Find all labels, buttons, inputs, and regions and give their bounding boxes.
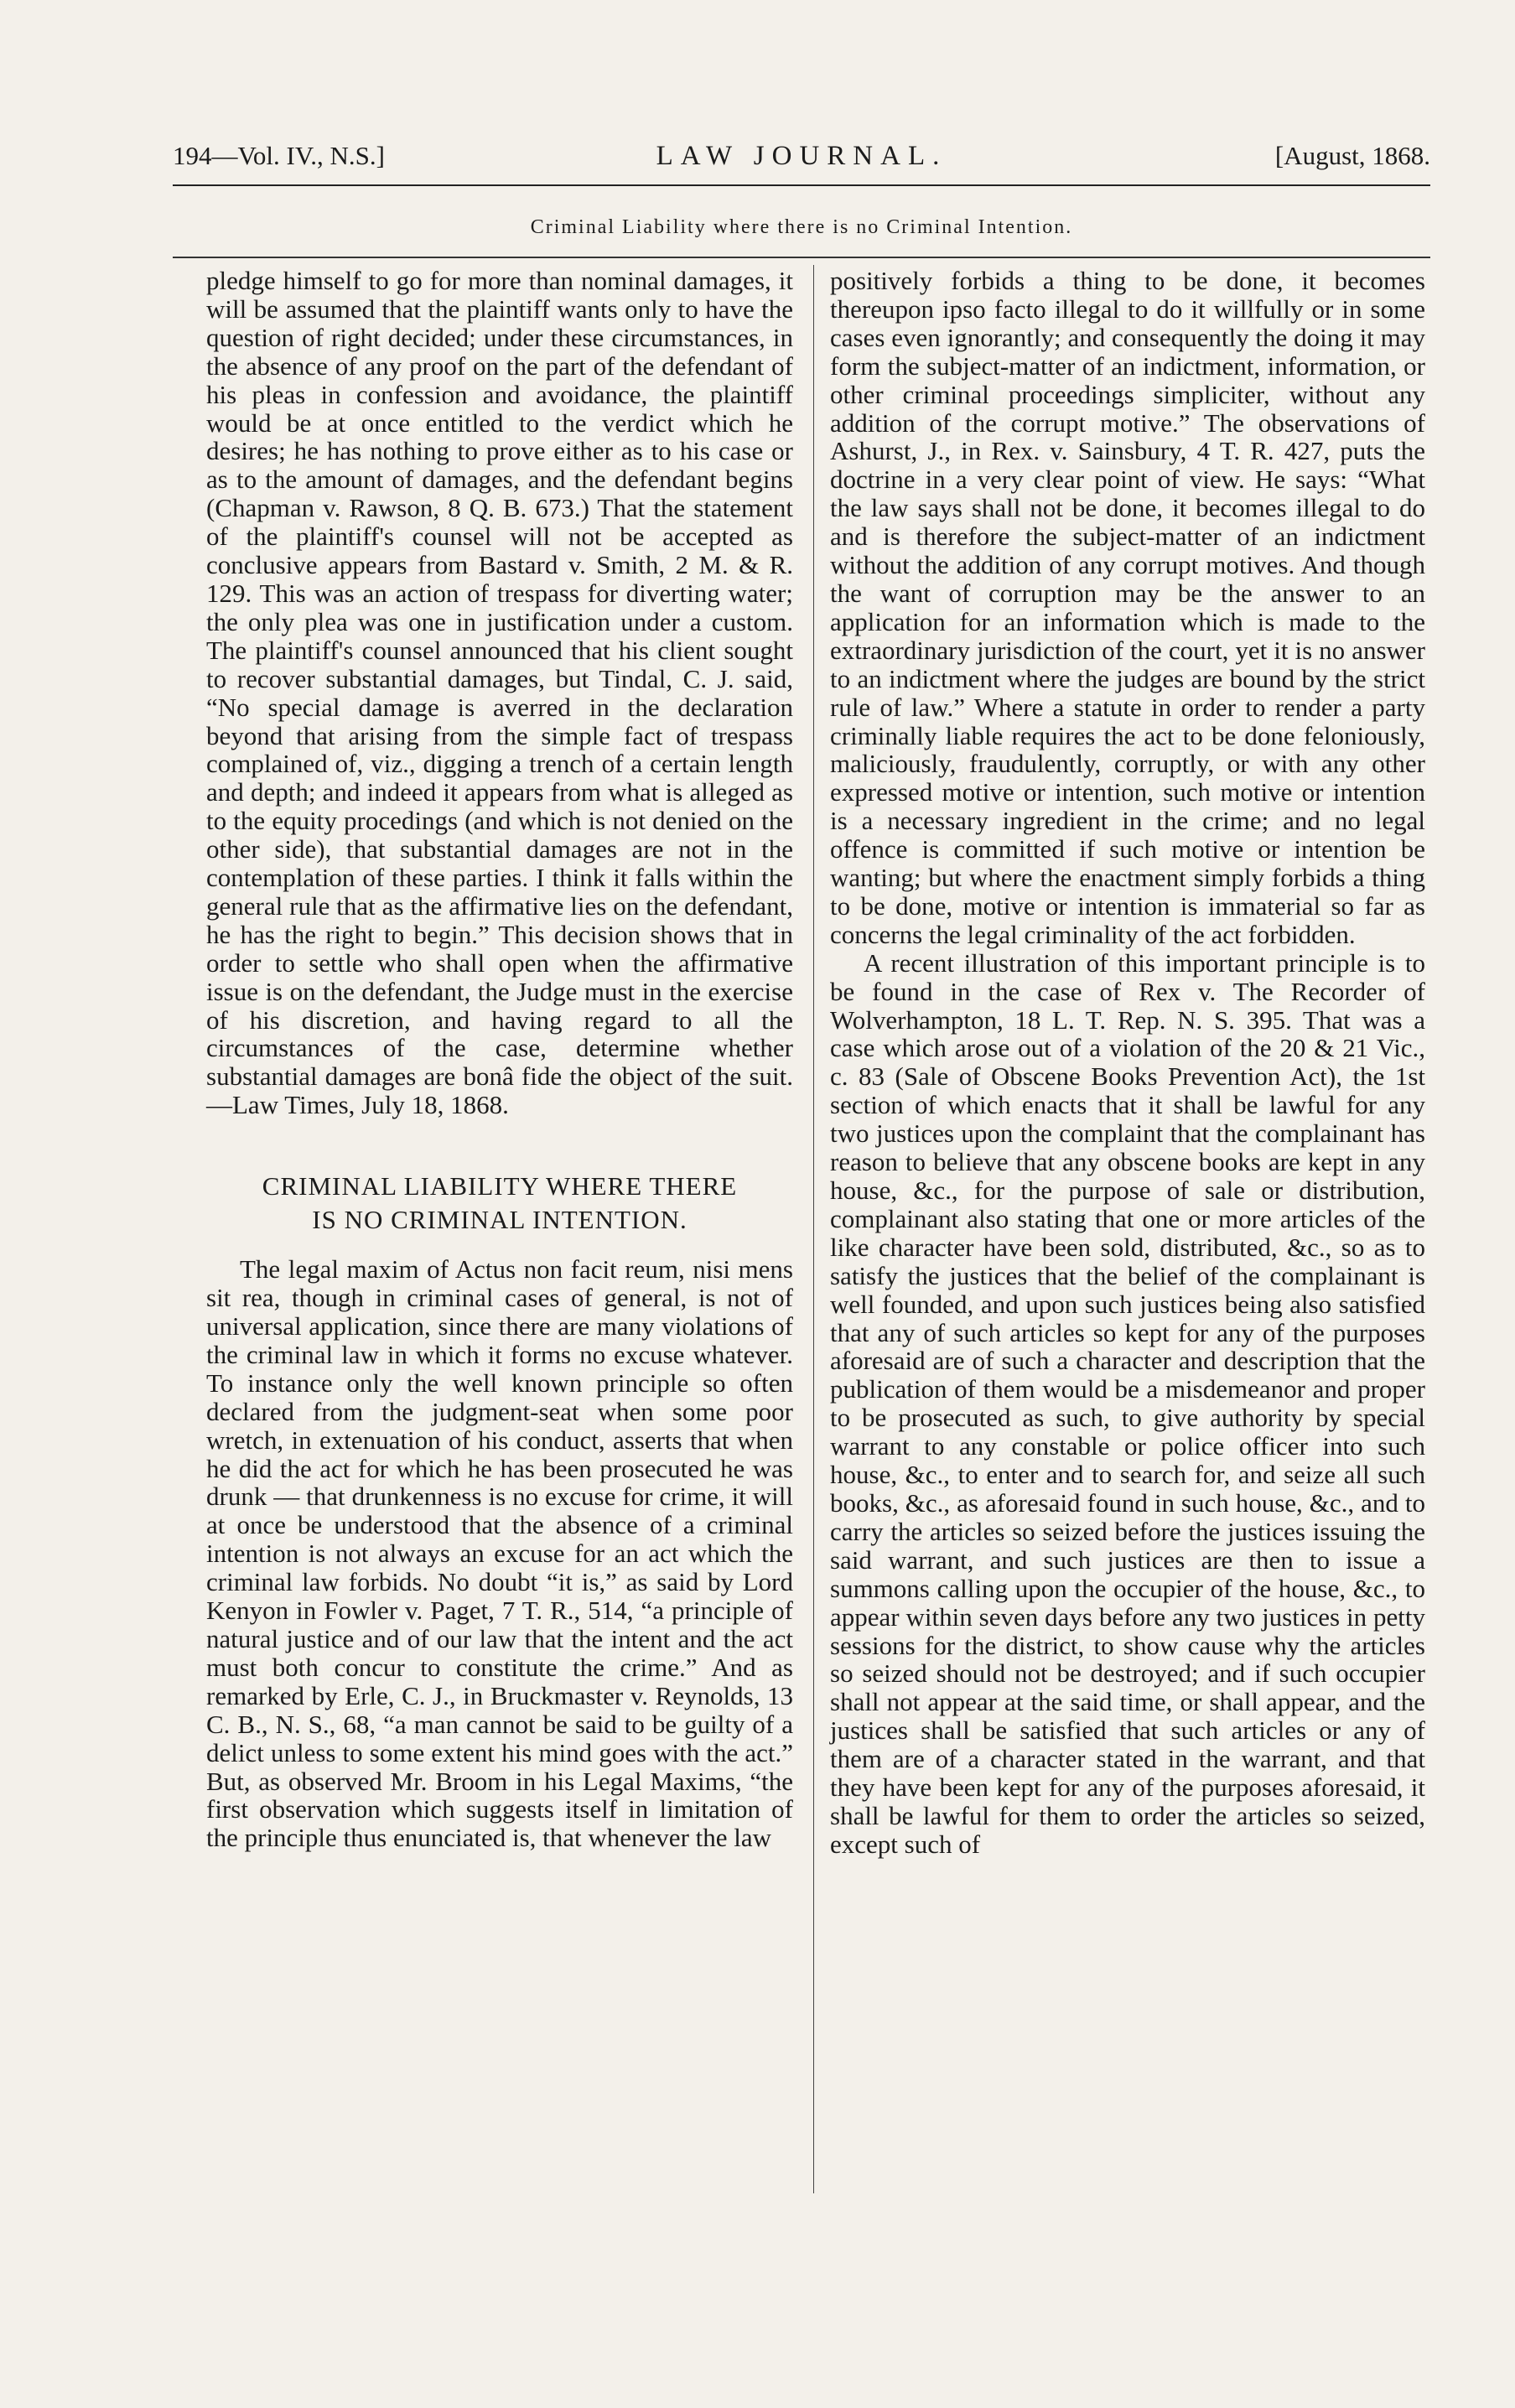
issue-date: [August, 1868. [1274, 141, 1430, 170]
section-running-title: Criminal Liability where there is no Criminal Intention. [530, 216, 1073, 238]
article-title-line-2: IS NO CRIMINAL INTENTION. [312, 1205, 687, 1235]
article-title [206, 1170, 793, 1237]
section-rule [173, 257, 1430, 258]
article-title-line-1: CRIMINAL LIABILITY WHERE THERE [262, 1171, 738, 1201]
header-rule [173, 184, 1430, 186]
article-paragraph-1: The legal maxim of Actus non facit reum, nisi mens sit rea, though in criminal cases of general, is not of universal application, since there are many violations of the criminal law in which it forms no excuse whatever. To instance only the well known principle so often declared from the judgment-seat when some poor wretch, in extenuation of his conduct, asserts that when he did the act for which he has been prosecuted he was drunk — that drunkenness is no excuse for crime, it will at once be understood that the absence of a criminal intention is not always an excuse for an act which the criminal law forbids. No doubt “it is,” as said by Lord Kenyon in Fowler v. Paget, 7 T. R., 514, “a principle of natural justice and of our law that the intent and the act must both concur to constitute the crime.” And as remarked by Erle, C. J., in Bruckmaster v. Reynolds, 13 C. B., N. S., 68, “a man cannot be said to be guilty of a delict unless to some extent his mind goes with the act.” But, as observed Mr. Broom in his Legal Maxims, “the first observation which suggests itself in limitation of the principle thus enunciated is, that whenever the law [206, 1254, 793, 1853]
page-volume-label: 194—Vol. IV., N.S.] [173, 141, 385, 170]
journal-title: LAW JOURNAL. [656, 141, 947, 171]
article-paragraph-3: A recent illustration of this important principle is to be found in the case of Rex v. The Recorder of Wolverhampton, 18 L. T. Rep. N. S. 395. That was a case which arose out of a violation of the 20 & 21 Vic., c. 83 (Sale of Obscene Books Prevention Act), the 1st section of which enacts that it shall be lawful for any two justices upon the complaint that the complainant has reason to believe that any obscene books are kept in any house, &c., for the purpose of sale or distribution, complainant also stating that one or more articles of the like character have been sold, distributed, &c., so as to satisfy the justices that the belief of the complainant is well founded, and upon such justices being also satisfied that any of such articles so kept for any of the purposes aforesaid are of such a character and description that the publication of them would be a misdemeanor and proper to be prosecuted as such, to give authority by special warrant to any constable or police officer into such house, &c., to enter and to search for, and seize all such books, &c., as aforesaid found in such house, &c., and to carry the articles so seized before the justices issuing the said warrant, and such justices are then to issue a summons calling upon the occupier of the house, &c., to appear within seven days before any two justices in petty sessions for the district, to show cause why the articles so seized should not be destroyed; and if such occupier shall not appear at the said time, or shall appear, and the justices shall be satisfied that such articles or any of them are of a character stated in the warrant, and that they have been kept for any of the purposes aforesaid, it shall be lawful for them to order the articles so seized, except such of [830, 947, 1425, 1859]
running-head [173, 141, 1430, 178]
continued-paragraph: pledge himself to go for more than nominal damages, it will be assumed that the plaintiff wants only to have the question of right decided; under these circumstances, in the absence of any proof on the part of the defendant of his pleas in confession and avoidance, the plaintiff would be at once entitled to the verdict which he desires; he has nothing to prove either as to his case or as to the amount of damages, and the defendant begins (Chapman v. Rawson, 8 Q. B. 673.) That the statement of the plaintiff's counsel will not be accepted as conclusive appears from Bastard v. Smith, 2 M. & R. 129. This was an action of trespass for diverting water; the only plea was one in justification under a custom. The plaintiff's counsel announced that his client sought to recover substantial damages, but Tindal, C. J. said, “No special damage is averred in the declaration beyond that arising from the simple fact of trespass complained of, viz., digging a trench of a certain length and depth; and indeed it appears from what is alleged as to the equity procedings (and which is not denied on the other side), that substantial damages are not in the contemplation of these parties. I think it falls within the general rule that as the affirmative lies on the defendant, he has the right to begin.” This decision shows that in order to settle who shall open when the affirmative issue is on the defendant, the Judge must in the exercise of his discretion, and having regard to all the circumstances of the case, determine whether substantial damages are bonâ fide the object of the suit.—Law Times, July 18, 1868. [206, 266, 793, 1120]
left-column [206, 267, 793, 1852]
article-paragraph-2: positively forbids a thing to be done, it becomes thereupon ipso facto illegal to do it willfully or in some cases even ignorantly; and consequently the doing it may form the subject-matter of an indictment, information, or other criminal proceedings simpliciter, without any addition of the corrupt motive.” The observations of Ashurst, J., in Rex. v. Sainsbury, 4 T. R. 427, puts the doctrine in a very clear point of view. He says: “What the law says shall not be done, it becomes illegal to do and is therefore the subject-matter of an indictment without the addition of any corrupt motives. And though the want of corruption may be the answer to an application for an information which is made to the extraordinary jurisdiction of the court, yet it is no answer to an indictment where the judges are bound by the strict rule of law.” Where a statute in order to render a party criminally liable requires the act to be done feloniously, maliciously, fraudulently, corruptly, or with any other expressed motive or intention, such motive or intention is a necessary ingredient in the crime; and no legal offence is committed if such motive or intention be wanting; but where the enactment simply forbids a thing to be done, motive or intention is immaterial so far as concerns the legal criminality of the act forbidden. [830, 266, 1425, 949]
column-divider [813, 265, 814, 2193]
right-column [830, 267, 1425, 1859]
